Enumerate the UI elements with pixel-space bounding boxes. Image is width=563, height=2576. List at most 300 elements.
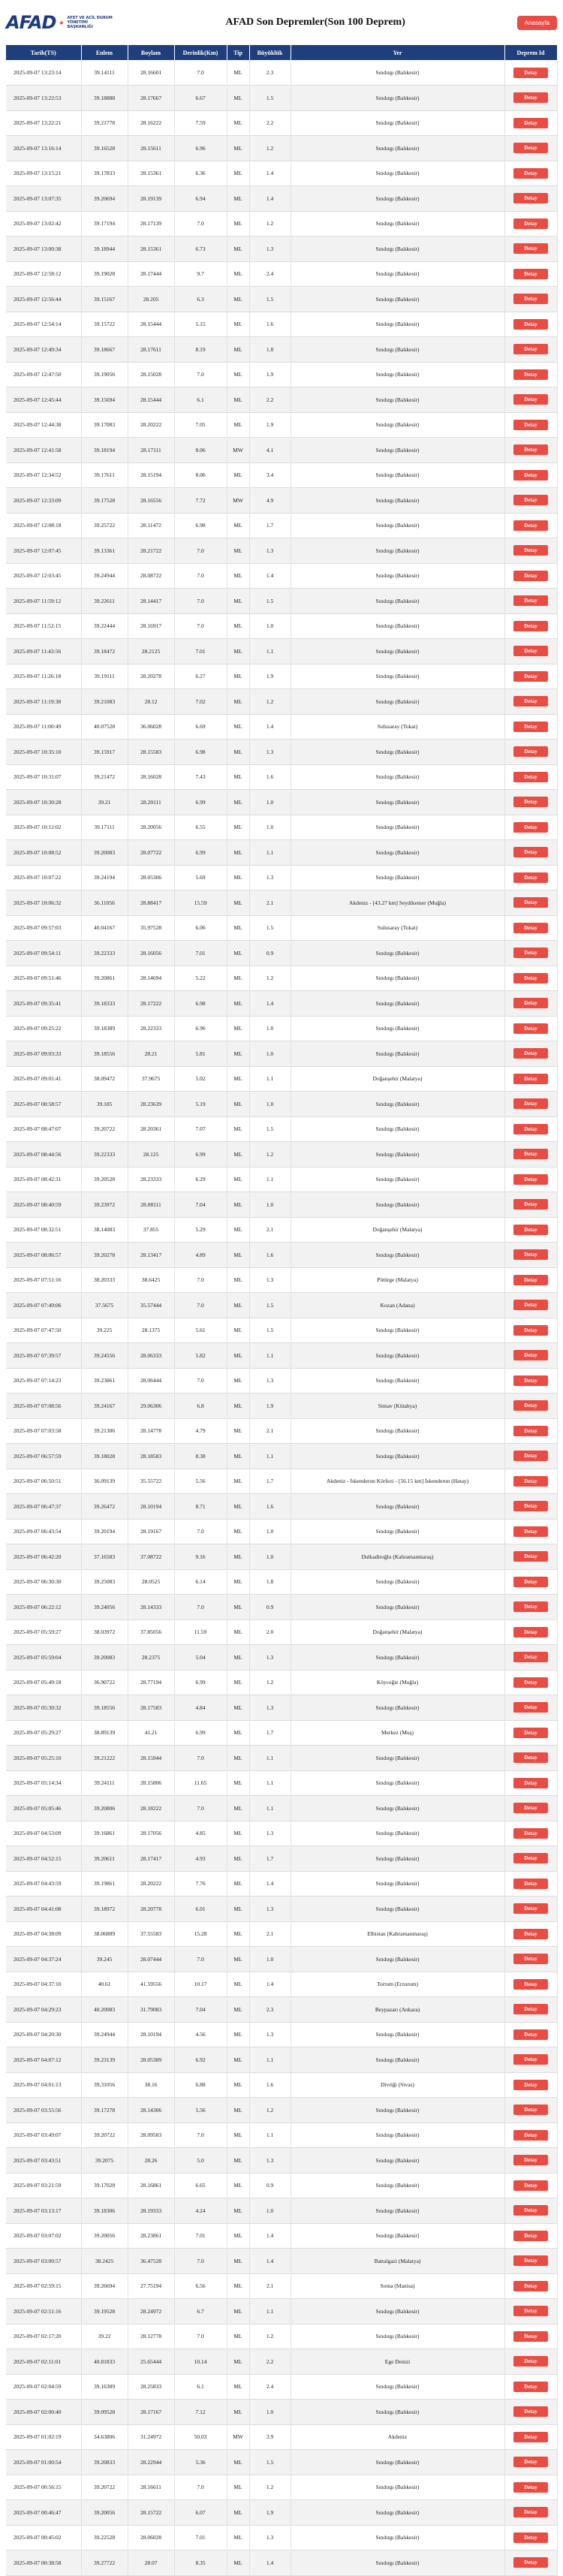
location-cell: Sındırgı (Balıkesir) <box>291 1595 504 1620</box>
detail-button[interactable]: Detay <box>513 2331 548 2342</box>
table-row <box>6 362 557 387</box>
detail-button[interactable]: Detay <box>513 2054 548 2065</box>
date-cell: 2025-09-07 11:59:12 <box>6 589 81 614</box>
depth-cell: 7.04 <box>174 1997 227 2023</box>
detail-button[interactable]: Detay <box>513 1702 548 1713</box>
type-cell: ML <box>227 2400 249 2425</box>
type-cell: ML <box>227 966 249 991</box>
longitude-cell: 29.06306 <box>128 1393 174 1419</box>
longitude-cell: 28.26 <box>128 2148 174 2174</box>
detail-button[interactable]: Detay <box>513 1023 548 1034</box>
depth-cell: 7.0 <box>174 2475 227 2500</box>
magnitude-cell: 1.0 <box>249 1092 291 1117</box>
detail-button[interactable]: Detay <box>513 143 548 153</box>
depth-cell: 9.7 <box>174 261 227 287</box>
table-row <box>6 2475 557 2500</box>
detail-button[interactable]: Detay <box>513 1199 548 1210</box>
location-cell: Dulkadiroğlu (Kahramanmaraş) <box>291 1544 504 1570</box>
type-cell: MW <box>227 488 249 514</box>
detail-button[interactable]: Detay <box>513 1853 548 1863</box>
date-cell: 2025-09-07 10:12:02 <box>6 815 81 840</box>
detail-button[interactable]: Detay <box>513 1903 548 1914</box>
magnitude-cell: 1.4 <box>249 2249 291 2274</box>
detail-button[interactable]: Detay <box>513 218 548 229</box>
depth-cell: 7.0 <box>174 1519 227 1544</box>
detail-button[interactable]: Detay <box>513 1300 548 1310</box>
depth-cell: 6.69 <box>174 714 227 740</box>
detail-button[interactable]: Detay <box>513 1929 548 1939</box>
table-row <box>6 2374 557 2400</box>
detail-button[interactable]: Detay <box>513 1979 548 1990</box>
detail-button[interactable]: Detay <box>513 369 548 380</box>
detail-button[interactable]: Detay <box>513 1803 548 1813</box>
location-cell: Sındırgı (Balıkesir) <box>291 1569 504 1595</box>
latitude-cell: 39.2075 <box>81 2148 128 2174</box>
latitude-cell: 39.20722 <box>81 2475 128 2500</box>
type-cell: ML <box>227 2475 249 2500</box>
latitude-cell: 36.90722 <box>81 1670 128 1695</box>
date-cell: 2025-09-07 03:07:02 <box>6 2223 81 2249</box>
detail-button[interactable]: Detay <box>513 1350 548 1360</box>
longitude-cell: 28.06028 <box>128 2525 174 2550</box>
type-cell: ML <box>227 1997 249 2023</box>
detail-button[interactable]: Detay <box>513 2180 548 2191</box>
detail-button[interactable]: Detay <box>513 420 548 430</box>
detail-button[interactable]: Detay <box>513 923 548 933</box>
date-cell: 2025-09-07 05:49:18 <box>6 1670 81 1695</box>
detail-button[interactable]: Detay <box>513 92 548 103</box>
type-cell: ML <box>227 1444 249 1469</box>
longitude-cell: 28.21 <box>128 1041 174 1067</box>
longitude-cell: 31.24972 <box>128 2424 174 2450</box>
detail-button[interactable]: Detay <box>513 1728 548 1738</box>
magnitude-cell: 1.5 <box>249 915 291 941</box>
date-cell: 2025-09-07 03:49:07 <box>6 2123 81 2148</box>
date-cell: 2025-09-07 09:57:03 <box>6 915 81 941</box>
type-cell: ML <box>227 941 249 966</box>
type-cell: ML <box>227 1368 249 1393</box>
detail-cell <box>504 161 557 186</box>
detail-button[interactable]: Detay <box>513 998 548 1008</box>
column-header-latitude[interactable]: Enlem <box>81 45 128 60</box>
type-cell: ML <box>227 1921 249 1947</box>
type-cell: ML <box>227 2098 249 2123</box>
earthquake-table <box>6 45 558 2576</box>
depth-cell: 7.0 <box>174 1267 227 1293</box>
magnitude-cell: 1.9 <box>249 1393 291 1419</box>
location-cell: Sındırgı (Balıkesir) <box>291 2223 504 2249</box>
longitude-cell: 28.08722 <box>128 563 174 589</box>
detail-cell <box>504 2123 557 2148</box>
column-header-date[interactable]: Tarih(TS) <box>6 45 81 60</box>
type-cell: ML <box>227 2349 249 2375</box>
date-cell: 2025-09-07 13:16:14 <box>6 136 81 161</box>
detail-button[interactable]: Detay <box>513 2029 548 2040</box>
longitude-cell: 28.12 <box>128 689 174 715</box>
detail-button[interactable]: Detay <box>513 797 548 807</box>
detail-button[interactable]: Detay <box>513 671 548 682</box>
detail-button[interactable]: Detay <box>513 1778 548 1788</box>
magnitude-cell: 1.0 <box>249 790 291 815</box>
column-header-location[interactable]: Yer <box>291 45 504 60</box>
magnitude-cell: 1.1 <box>249 1167 291 1192</box>
location-cell: Sındırgı (Balıkesir) <box>291 362 504 387</box>
detail-button[interactable]: Detay <box>513 1652 548 1662</box>
type-cell: ML <box>227 136 249 161</box>
longitude-cell: 28.16611 <box>128 2475 174 2500</box>
longitude-cell: 28.22333 <box>128 1016 174 1041</box>
detail-cell <box>504 2098 557 2123</box>
detail-button[interactable]: Detay <box>513 243 548 254</box>
detail-button[interactable]: Detay <box>513 444 548 455</box>
magnitude-cell: 1.7 <box>249 1720 291 1746</box>
table-row <box>6 2173 557 2198</box>
detail-button[interactable]: Detay <box>513 847 548 857</box>
detail-cell <box>504 136 557 161</box>
detail-button[interactable]: Detay <box>513 646 548 656</box>
detail-button[interactable]: Detay <box>513 68 548 78</box>
detail-button[interactable]: Detay <box>513 1601 548 1612</box>
detail-button[interactable]: Detay <box>513 2130 548 2141</box>
latitude-cell: 39.21472 <box>81 764 128 790</box>
detail-button[interactable]: Detay <box>513 2482 548 2493</box>
detail-cell <box>504 1066 557 1092</box>
location-cell: Sulusaray (Tokat) <box>291 915 504 941</box>
latitude-cell: 39.20083 <box>81 1645 128 1671</box>
depth-cell: 7.01 <box>174 639 227 664</box>
home-button[interactable]: Anasayfa <box>517 16 557 30</box>
column-header-longitude[interactable]: Boylam <box>128 45 174 60</box>
table-row <box>6 890 557 916</box>
column-header-depth[interactable]: Derinlik(Km) <box>174 45 227 60</box>
location-cell: Sındırgı (Balıkesir) <box>291 1167 504 1192</box>
detail-cell <box>504 1947 557 1972</box>
detail-button[interactable]: Detay <box>513 2406 548 2417</box>
afad-logo[interactable] <box>6 12 114 33</box>
detail-button[interactable]: Detay <box>513 1828 548 1839</box>
location-cell: Sındırgı (Balıkesir) <box>291 1418 504 1444</box>
latitude-cell: 39.185 <box>81 1092 128 1117</box>
detail-button[interactable]: Detay <box>513 2205 548 2216</box>
location-cell: Sındırgı (Balıkesir) <box>291 2400 504 2425</box>
date-cell: 2025-09-07 01:00:54 <box>6 2450 81 2475</box>
location-cell: Sulusaray (Tokat) <box>291 714 504 740</box>
magnitude-cell: 1.2 <box>249 2324 291 2349</box>
detail-button[interactable]: Detay <box>513 319 548 330</box>
depth-cell: 6.99 <box>174 840 227 866</box>
detail-button[interactable]: Detay <box>513 621 548 631</box>
detail-button[interactable]: Detay <box>513 2356 548 2367</box>
longitude-cell: 37.855 <box>128 1217 174 1243</box>
detail-button[interactable]: Detay <box>513 1627 548 1637</box>
table-row <box>6 2223 557 2249</box>
detail-button[interactable]: Detay <box>513 1074 548 1084</box>
detail-button[interactable]: Detay <box>513 2255 548 2266</box>
location-cell: Elbistan (Kahramanmaraş) <box>291 1921 504 1947</box>
type-cell: ML <box>227 362 249 387</box>
column-header-magnitude[interactable]: Büyüklük <box>249 45 291 60</box>
detail-button[interactable]: Detay <box>513 2155 548 2165</box>
depth-cell: 8.19 <box>174 337 227 363</box>
detail-button[interactable]: Detay <box>513 1149 548 1159</box>
detail-button[interactable]: Detay <box>513 772 548 782</box>
table-row <box>6 1016 557 1041</box>
type-cell: ML <box>227 1770 249 1796</box>
detail-button[interactable]: Detay <box>513 1501 548 1511</box>
longitude-cell: 28.16556 <box>128 488 174 514</box>
depth-cell: 7.0 <box>174 1796 227 1821</box>
location-cell: Akdeniz <box>291 2424 504 2450</box>
type-cell: ML <box>227 1267 249 1293</box>
detail-cell <box>504 1444 557 1469</box>
longitude-cell: 27.75194 <box>128 2273 174 2299</box>
date-cell: 2025-09-07 03:43:51 <box>6 2148 81 2174</box>
magnitude-cell: 1.3 <box>249 2022 291 2047</box>
detail-button[interactable]: Detay <box>513 1551 548 1562</box>
location-cell: Sındırgı (Balıkesir) <box>291 1695 504 1721</box>
depth-cell: 5.56 <box>174 2098 227 2123</box>
location-cell: Sındırgı (Balıkesir) <box>291 261 504 287</box>
location-cell: Sındırgı (Balıkesir) <box>291 513 504 538</box>
date-cell: 2025-09-07 06:50:51 <box>6 1469 81 1494</box>
date-cell: 2025-09-07 07:49:06 <box>6 1293 81 1318</box>
type-cell: ML <box>227 1519 249 1544</box>
detail-button[interactable]: Detay <box>513 1577 548 1587</box>
detail-button[interactable]: Detay <box>513 1426 548 1436</box>
detail-button[interactable]: Detay <box>513 1275 548 1285</box>
date-cell: 2025-09-07 04:43:59 <box>6 1871 81 1897</box>
detail-button[interactable]: Detay <box>513 2432 548 2442</box>
date-cell: 2025-09-07 12:33:09 <box>6 488 81 514</box>
detail-cell <box>504 915 557 941</box>
longitude-cell: 31.79083 <box>128 1997 174 2023</box>
type-cell: ML <box>227 312 249 337</box>
detail-button[interactable]: Detay <box>513 2104 548 2115</box>
table-row <box>6 462 557 488</box>
table-row <box>6 312 557 337</box>
detail-cell <box>504 538 557 564</box>
date-cell: 2025-09-07 08:58:57 <box>6 1092 81 1117</box>
date-cell: 2025-09-07 03:00:57 <box>6 2249 81 2274</box>
magnitude-cell: 1.1 <box>249 1343 291 1369</box>
latitude-cell: 39.22444 <box>81 613 128 639</box>
depth-cell: 5.81 <box>174 1041 227 1067</box>
depth-cell: 7.0 <box>174 1947 227 1972</box>
detail-button[interactable]: Detay <box>513 1124 548 1134</box>
depth-cell: 6.99 <box>174 1670 227 1695</box>
detail-button[interactable]: Detay <box>513 269 548 279</box>
detail-cell <box>504 2500 557 2526</box>
date-cell: 2025-09-07 04:38:09 <box>6 1921 81 1947</box>
latitude-cell: 39.18194 <box>81 438 128 463</box>
type-cell: ML <box>227 865 249 890</box>
detail-button[interactable]: Detay <box>513 2532 548 2543</box>
date-cell: 2025-09-07 06:57:59 <box>6 1444 81 1469</box>
detail-cell <box>504 2072 557 2098</box>
detail-button[interactable]: Detay <box>513 948 548 958</box>
detail-button[interactable]: Detay <box>513 1526 548 1537</box>
type-cell: ML <box>227 1167 249 1192</box>
detail-button[interactable]: Detay <box>513 872 548 883</box>
detail-button[interactable]: Detay <box>513 545 548 556</box>
location-cell: Pütürge (Malatya) <box>291 1267 504 1293</box>
longitude-cell: 28.14306 <box>128 2098 174 2123</box>
detail-cell <box>504 488 557 514</box>
depth-cell: 7.07 <box>174 1116 227 1142</box>
table-row <box>6 1167 557 1192</box>
detail-button[interactable]: Detay <box>513 1249 548 1260</box>
detail-button[interactable]: Detay <box>513 1752 548 1763</box>
magnitude-cell: 1.1 <box>249 1066 291 1092</box>
detail-cell <box>504 1796 557 1821</box>
location-cell: Sındırgı (Balıkesir) <box>291 1243 504 1268</box>
table-row <box>6 110 557 136</box>
column-header-event-id[interactable]: Deprem Id <box>504 45 557 60</box>
detail-button[interactable]: Detay <box>513 571 548 581</box>
type-cell: ML <box>227 1720 249 1746</box>
magnitude-cell: 1.5 <box>249 2450 291 2475</box>
longitude-cell: 28.06444 <box>128 1368 174 1393</box>
detail-button[interactable]: Detay <box>513 520 548 531</box>
detail-button[interactable]: Detay <box>513 1879 548 1889</box>
depth-cell: 4.89 <box>174 1243 227 1268</box>
detail-button[interactable]: Detay <box>513 2457 548 2467</box>
date-cell: 2025-09-07 07:39:57 <box>6 1343 81 1369</box>
detail-button[interactable]: Detay <box>513 973 548 984</box>
longitude-cell: 41.59556 <box>128 1972 174 1997</box>
table-row <box>6 1720 557 1746</box>
detail-button[interactable]: Detay <box>513 1225 548 1235</box>
detail-button[interactable]: Detay <box>513 2231 548 2241</box>
magnitude-cell: 1.3 <box>249 538 291 564</box>
table-row <box>6 2148 557 2174</box>
magnitude-cell: 1.9 <box>249 362 291 387</box>
detail-button[interactable]: Detay <box>513 822 548 833</box>
table-row <box>6 2349 557 2375</box>
longitude-cell: 28.17222 <box>128 991 174 1017</box>
location-cell: Sındırgı (Balıkesir) <box>291 211 504 237</box>
detail-button[interactable]: Detay <box>513 696 548 707</box>
column-header-type[interactable]: Tip <box>227 45 249 60</box>
depth-cell: 6.3 <box>174 287 227 312</box>
detail-button[interactable]: Detay <box>513 394 548 405</box>
magnitude-cell: 2.1 <box>249 1217 291 1243</box>
date-cell: 2025-09-07 12:54:14 <box>6 312 81 337</box>
type-cell: ML <box>227 211 249 237</box>
latitude-cell: 38.14083 <box>81 1217 128 1243</box>
detail-button[interactable]: Detay <box>513 746 548 757</box>
table-row <box>6 740 557 765</box>
longitude-cell: 35.55722 <box>128 1469 174 1494</box>
depth-cell: 6.73 <box>174 237 227 262</box>
detail-button[interactable]: Detay <box>513 2004 548 2014</box>
detail-button[interactable]: Detay <box>513 1048 548 1059</box>
detail-button[interactable]: Detay <box>513 1476 548 1487</box>
detail-button[interactable]: Detay <box>513 2507 548 2517</box>
longitude-cell: 28.12778 <box>128 2324 174 2349</box>
type-cell: ML <box>227 764 249 790</box>
table-row <box>6 1469 557 1494</box>
detail-button[interactable]: Detay <box>513 897 548 908</box>
location-cell: Sındırgı (Balıkesir) <box>291 2525 504 2550</box>
detail-button[interactable]: Detay <box>513 722 548 732</box>
detail-button[interactable]: Detay <box>513 193 548 203</box>
detail-button[interactable]: Detay <box>513 2382 548 2392</box>
detail-button[interactable]: Detay <box>513 344 548 354</box>
date-cell: 2025-09-07 03:21:59 <box>6 2173 81 2198</box>
detail-button[interactable]: Detay <box>513 595 548 606</box>
depth-cell: 6.1 <box>174 2374 227 2400</box>
location-cell: Sındırgı (Balıkesir) <box>291 1368 504 1393</box>
date-cell: 2025-09-07 10:06:32 <box>6 890 81 916</box>
magnitude-cell: 2.1 <box>249 890 291 916</box>
detail-button[interactable]: Detay <box>513 2557 548 2568</box>
depth-cell: 7.05 <box>174 412 227 438</box>
table-row <box>6 287 557 312</box>
latitude-cell: 38.89139 <box>81 1720 128 1746</box>
depth-cell: 6.1 <box>174 387 227 413</box>
detail-button[interactable]: Detay <box>513 168 548 179</box>
detail-button[interactable]: Detay <box>513 2080 548 2090</box>
latitude-cell: 39.17833 <box>81 161 128 186</box>
detail-cell <box>504 890 557 916</box>
depth-cell: 5.22 <box>174 966 227 991</box>
detail-button[interactable]: Detay <box>513 1375 548 1386</box>
location-cell: Sındırgı (Balıkesir) <box>291 136 504 161</box>
detail-button[interactable]: Detay <box>513 1400 548 1411</box>
magnitude-cell: 1.0 <box>249 2198 291 2224</box>
magnitude-cell: 1.0 <box>249 1016 291 1041</box>
detail-button[interactable]: Detay <box>513 1677 548 1688</box>
detail-button[interactable]: Detay <box>513 2281 548 2291</box>
detail-button[interactable]: Detay <box>513 294 548 304</box>
location-cell: Sındırgı (Balıkesir) <box>291 186 504 212</box>
detail-button[interactable]: Detay <box>513 1174 548 1185</box>
location-cell: Sındırgı (Balıkesir) <box>291 563 504 589</box>
location-cell: Sındırgı (Balıkesir) <box>291 161 504 186</box>
date-cell: 2025-09-07 03:55:56 <box>6 2098 81 2123</box>
type-cell: ML <box>227 1418 249 1444</box>
depth-cell: 5.02 <box>174 1066 227 1092</box>
detail-cell <box>504 2475 557 2500</box>
detail-button[interactable]: Detay <box>513 470 548 481</box>
detail-button[interactable]: Detay <box>513 1954 548 1964</box>
detail-button[interactable]: Detay <box>513 495 548 505</box>
latitude-cell: 39.20278 <box>81 1243 128 1268</box>
location-cell: Sındırgı (Balıkesir) <box>291 2047 504 2073</box>
location-cell: Sındırgı (Balıkesir) <box>291 2148 504 2174</box>
detail-button[interactable]: Detay <box>513 1325 548 1336</box>
location-cell: Sındırgı (Balıkesir) <box>291 2123 504 2148</box>
depth-cell: 6.98 <box>174 991 227 1017</box>
detail-cell <box>504 2424 557 2450</box>
longitude-cell: 28.20222 <box>128 412 174 438</box>
date-cell: 2025-09-07 12:34:52 <box>6 462 81 488</box>
type-cell: ML <box>227 1695 249 1721</box>
detail-button[interactable]: Detay <box>513 2306 548 2316</box>
longitude-cell: 28.14778 <box>128 1418 174 1444</box>
detail-button[interactable]: Detay <box>513 1098 548 1109</box>
longitude-cell: 37.85056 <box>128 1619 174 1645</box>
detail-cell <box>504 941 557 966</box>
detail-button[interactable]: Detay <box>513 1451 548 1461</box>
detail-button[interactable]: Detay <box>513 118 548 128</box>
type-cell: ML <box>227 1469 249 1494</box>
latitude-cell: 38.2425 <box>81 2249 128 2274</box>
detail-cell <box>504 387 557 413</box>
latitude-cell: 39.20611 <box>81 1846 128 1872</box>
depth-cell: 6.36 <box>174 161 227 186</box>
